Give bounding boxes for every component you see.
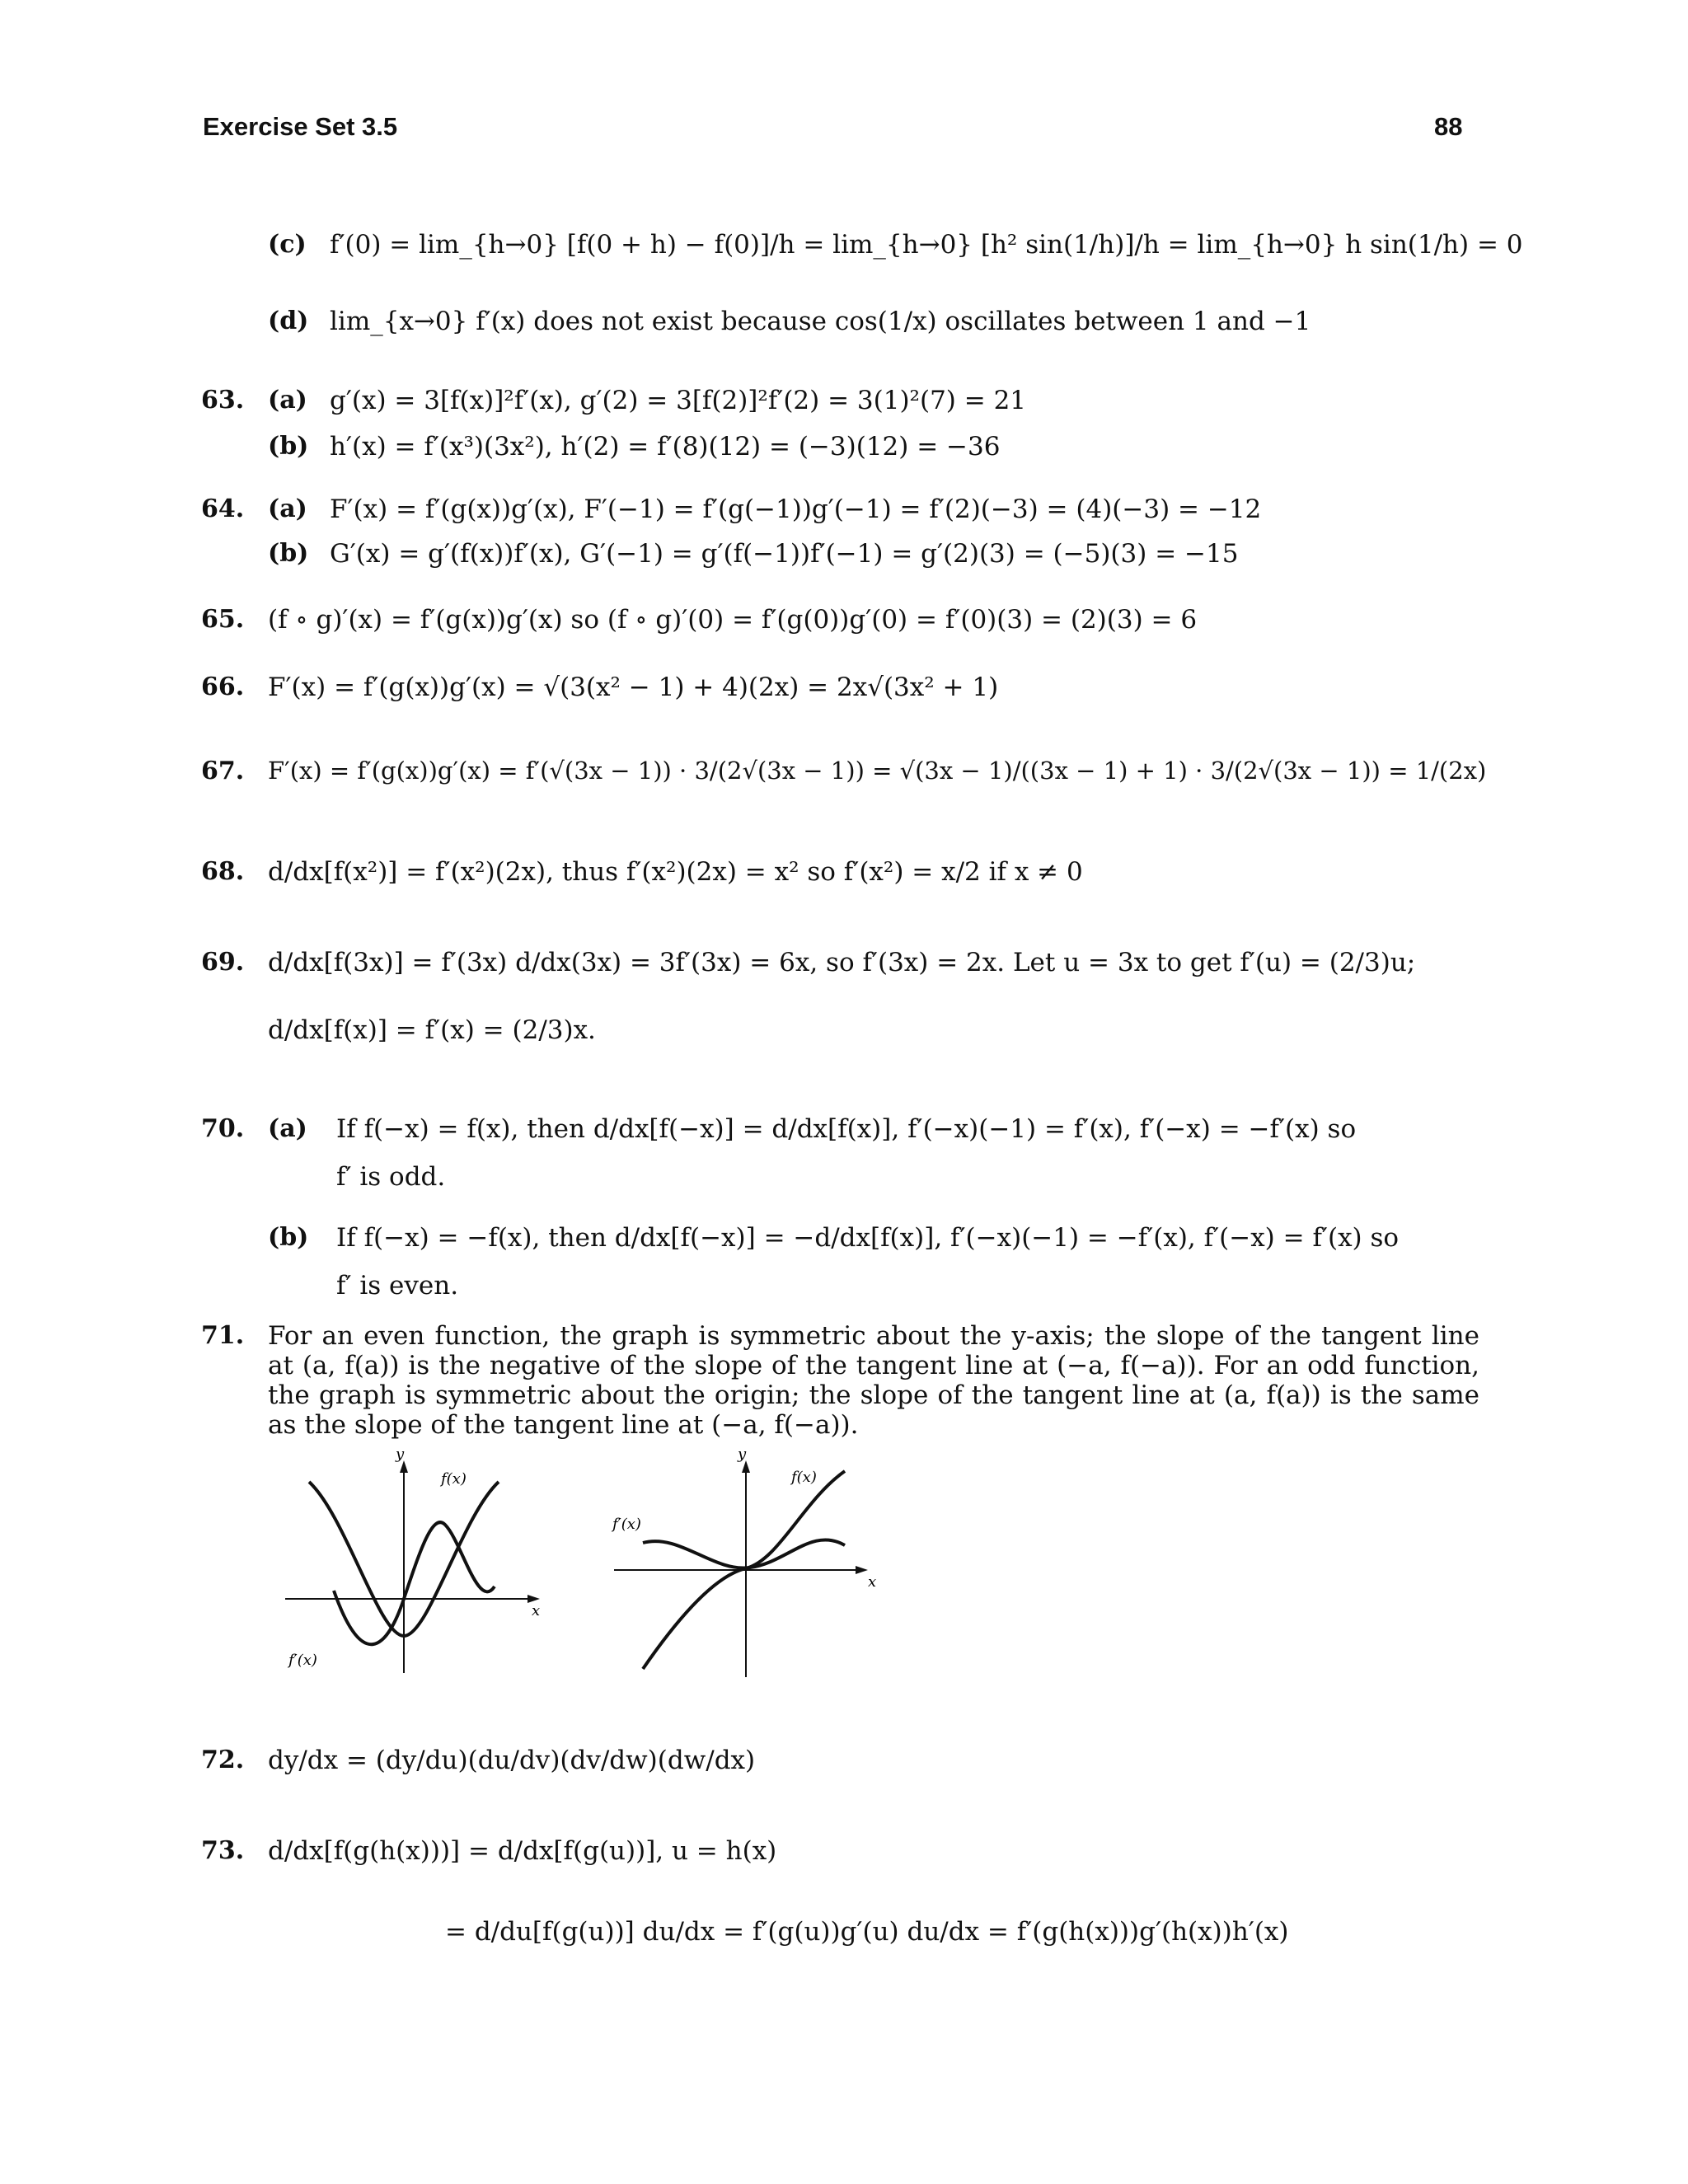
problem-70-b-label: (b): [268, 1223, 309, 1252]
problem-64-a-label: (a): [268, 494, 307, 523]
problem-69: d/dx[f(3x)] = f′(3x) d/dx(3x) = 3f′(3x) = 6x, so f′(3x) = 2x. Let u = 3x to get f′(u) = (2/3)u;: [268, 948, 1416, 977]
problem-65-number: 65.: [201, 605, 245, 634]
graph-even-function: [280, 1451, 552, 1690]
problem-63-a-label: (a): [268, 386, 307, 415]
section-title: Exercise Set 3.5: [203, 112, 398, 141]
problem-70-a-label: (a): [268, 1114, 307, 1143]
f-label: f(x): [441, 1470, 467, 1488]
problem-70-b: If f(−x) = −f(x), then d/dx[f(−x)] = −d/dx[f(x)], f′(−x)(−1) = −f′(x), f′(−x) = f′(x) so: [336, 1223, 1400, 1253]
problem-63-b: h′(x) = f′(x³)(3x²), h′(2) = f′(8)(12) = (−3)(12) = −36: [330, 432, 1001, 462]
problem-65: (f ∘ g)′(x) = f′(g(x))g′(x) so (f ∘ g)′(0) = f′(g(0))g′(0) = f′(0)(3) = (2)(3) = 6: [268, 605, 1198, 635]
problem-73-line2: = d/du[f(g(u))] du/dx = f′(g(u))g′(u) du/dx = f′(g(h(x)))g′(h(x))h′(x): [445, 1917, 1289, 1947]
problem-67-number: 67.: [201, 757, 245, 785]
f-label: f(x): [791, 1469, 817, 1486]
problem-64-b-label: (b): [268, 539, 309, 568]
problem-72: dy/dx = (dy/du)(du/dv)(dv/dw)(dw/dx): [268, 1746, 756, 1775]
problem-69-line2: d/dx[f(x)] = f′(x) = (2/3)x.: [268, 1015, 596, 1045]
problem-68: d/dx[f(x²)] = f′(x²)(2x), thus f′(x²)(2x) = x² so f′(x²) = x/2 if x ≠ 0: [268, 857, 1083, 887]
eq-c: f′(0) = lim_{h→0} [f(0 + h) − f(0)]/h = lim_{h→0} [h² sin(1/h)]/h = lim_{h→0} h sin(1/h) = 0: [330, 230, 1523, 260]
page-number: 88: [1434, 112, 1463, 141]
problem-66: F′(x) = f′(g(x))g′(x) = √(3(x² − 1) + 4)(2x) = 2x√(3x² + 1): [268, 673, 999, 702]
graph-odd-function: [606, 1451, 886, 1681]
problem-63-a: g′(x) = 3[f(x)]²f′(x), g′(2) = 3[f(2)]²f′(2) = 3(1)²(7) = 21: [330, 386, 1027, 415]
fprime-label: f′(x): [612, 1516, 641, 1533]
x-axis-label: x: [532, 1602, 541, 1619]
problem-69-number: 69.: [201, 948, 245, 977]
problem-73: d/dx[f(g(h(x)))] = d/dx[f(g(u))], u = h(x): [268, 1836, 777, 1866]
problem-63-number: 63.: [201, 386, 245, 415]
problem-67: F′(x) = f′(g(x))g′(x) = f′(√(3x − 1)) · 3/(2√(3x − 1)) = √(3x − 1)/((3x − 1) + 1) · 3/(2√(3x − 1)) = 1/(2x): [268, 757, 1487, 785]
y-axis-label: y: [396, 1451, 405, 1463]
problem-73-number: 73.: [201, 1836, 245, 1865]
eq-d: lim_{x→0} f′(x) does not exist because cos(1/x) oscillates between 1 and −1: [330, 307, 1311, 336]
problem-72-number: 72.: [201, 1746, 245, 1774]
label-c: (c): [268, 230, 307, 259]
problem-70-b-line2: f′ is even.: [336, 1271, 459, 1301]
problem-63-b-label: (b): [268, 432, 309, 461]
problem-64-a: F′(x) = f′(g(x))g′(x), F′(−1) = f′(g(−1))g′(−1) = f′(2)(−3) = (4)(−3) = −12: [330, 494, 1262, 524]
y-axis-label: y: [738, 1451, 747, 1463]
fprime-curve: [643, 1540, 845, 1568]
problem-70-a: If f(−x) = f(x), then d/dx[f(−x)] = d/dx[f(x)], f′(−x)(−1) = f′(x), f′(−x) = −f′(x) so: [336, 1114, 1357, 1144]
problem-70-a-line2: f′ is odd.: [336, 1162, 446, 1192]
problem-71-number: 71.: [201, 1321, 245, 1350]
fprime-label: f′(x): [288, 1652, 317, 1669]
problem-66-number: 66.: [201, 673, 245, 701]
x-axis-arrow: [856, 1566, 868, 1574]
fprime-curve: [334, 1522, 495, 1644]
problem-64-b: G′(x) = g′(f(x))f′(x), G′(−1) = g′(f(−1))f′(−1) = g′(2)(3) = (−5)(3) = −15: [330, 539, 1239, 569]
problem-71: For an even function, the graph is symmetric about the y-axis; the slope of the tangent line at (a, f(a)) is the negative of the slope of the tangent line at (−a, f(−a)). For an odd function, the graph is symmetric about the origin; the slope of the tangent line at (a, f(a)) is the same as the slope of the tangent line at (−a, f(−a)).: [268, 1321, 1479, 1440]
label-d: (d): [268, 307, 309, 335]
problem-70-number: 70.: [201, 1114, 245, 1143]
problem-64-number: 64.: [201, 494, 245, 523]
problem-68-number: 68.: [201, 857, 245, 886]
x-axis-label: x: [868, 1573, 877, 1591]
